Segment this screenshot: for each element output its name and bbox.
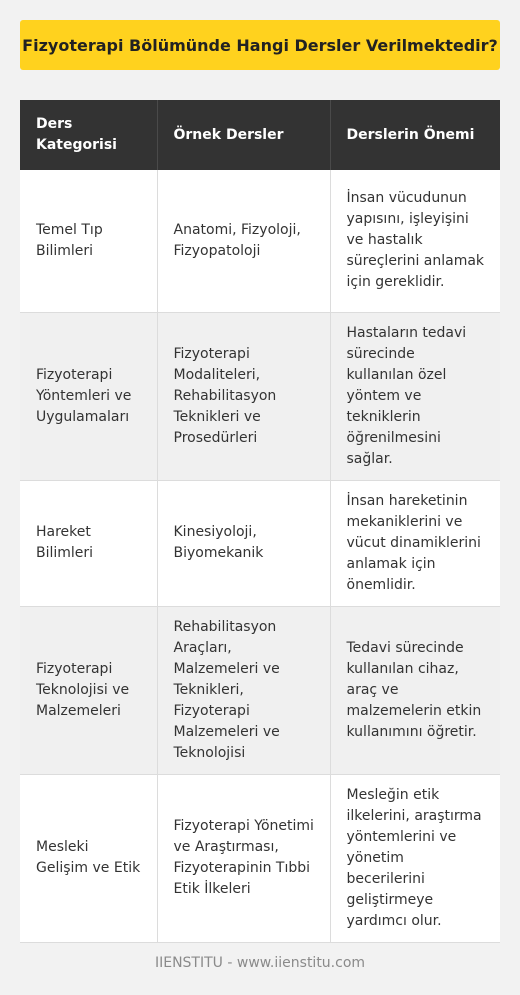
header-category: Ders Kategorisi [20,100,157,170]
table-header-row [20,100,500,170]
cell-importance: İnsan hareketinin mekaniklerini ve vücut dinamiklerini anlamak için önemlidir. [330,480,500,606]
cell-importance: Hastaların tedavi sürecinde kullanılan özel yöntem ve tekniklerin öğrenilmesini sağlar. [330,312,500,480]
table-row [20,170,500,312]
table-row [20,774,500,942]
header-example-courses: Örnek Dersler [157,100,330,170]
cell-importance: Tedavi sürecinde kullanılan cihaz, araç ve malzemelerin etkin kullanımını öğretir. [330,606,500,774]
header-importance: Derslerin Önemi [330,100,500,170]
cell-category: Temel Tıp Bilimleri [20,170,157,312]
title-banner [20,20,500,70]
cell-courses: Fizyoterapi Modaliteleri, Rehabilitasyon Teknikleri ve Prosedürleri [157,312,330,480]
cell-category: Fizyoterapi Teknolojisi ve Malzemeleri [20,606,157,774]
cell-courses: Rehabilitasyon Araçları, Malzemeleri ve Teknikleri, Fizyoterapi Malzemeleri ve Teknolojisi [157,606,330,774]
cell-importance: Mesleğin etik ilkelerini, araştırma yöntemlerini ve yönetim becerilerini geliştirmeye yardımcı olur. [330,774,500,942]
cell-importance: İnsan vücudunun yapısını, işleyişini ve hastalık süreçlerini anlamak için gereklidir. [330,170,500,312]
courses-table [20,100,500,943]
table-row [20,312,500,480]
page-title: Fizyoterapi Bölümünde Hangi Dersler Verilmektedir? [22,35,498,55]
cell-courses: Anatomi, Fizyoloji, Fizyopatoloji [157,170,330,312]
cell-category: Hareket Bilimleri [20,480,157,606]
footer-credit: IIENSTITU - www.iienstitu.com [154,955,366,971]
cell-courses: Fizyoterapi Yönetimi ve Araştırması, Fizyoterapinin Tıbbi Etik İlkeleri [157,774,330,942]
cell-category: Fizyoterapi Yöntemleri ve Uygulamaları [20,312,157,480]
table-row [20,480,500,606]
table-row [20,606,500,774]
cell-courses: Kinesiyoloji, Biyomekanik [157,480,330,606]
cell-category: Mesleki Gelişim ve Etik [20,774,157,942]
